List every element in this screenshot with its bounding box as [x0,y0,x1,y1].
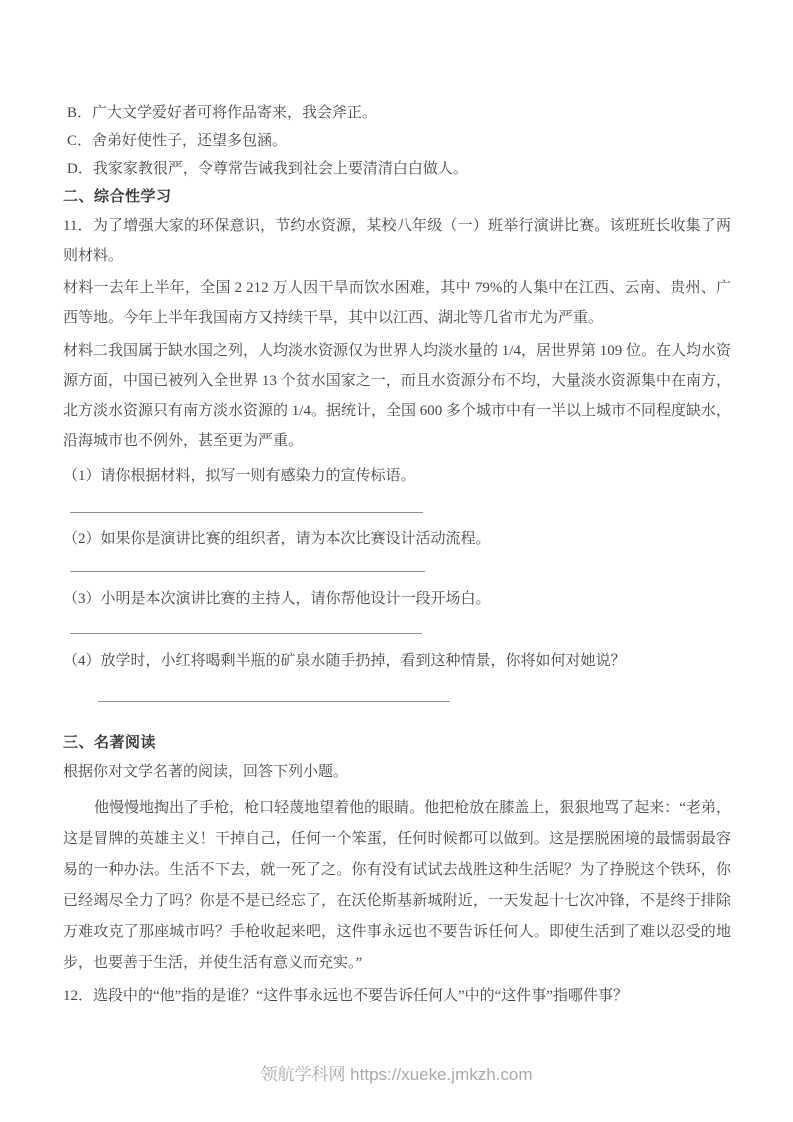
subquestion-1: （1）请你根据材料，拟写一则有感染力的宣传标语。 [63,468,416,484]
choice-option-d: D．我家家教很严，令尊常告诫我到社会上要清清白白做人。 [67,161,468,177]
watermark-text: 领航学科网 https://xueke.jmkzh.com [260,1065,533,1084]
answer-blank-line-1 [70,491,423,513]
subquestion-3: （3）小明是本次演讲比赛的主持人，请你帮他设计一段开场白。 [63,591,491,607]
choice-option-c: C．舍弟好使性子，还望多包涵。 [67,133,288,149]
question-11-intro: 11．为了增强大家的环保意识，节约水资源，某校八年级（一）班举行演讲比赛。该班班长收集了两则材料。 [63,218,731,264]
section-3-intro: 根据你对文学名著的阅读，回答下列小题。 [63,764,349,780]
answer-blank-line-4 [98,676,450,702]
choice-option-b: B．广大文学爱好者可将作品寄来，我会斧正。 [67,105,378,121]
question-12: 12．选段中的“他”指的是谁？“这件事永远也不要告诉任何人”中的“这件事”指哪件事？ [63,988,628,1004]
novel-excerpt-passage: 他慢慢地掏出了手枪，枪口轻蔑地望着他的眼睛。他把枪放在膝盖上，狠狠地骂了起来：“老弟，这是冒牌的英雄主义！干掉自己，任何一个笨蛋，任何时候都可以做到。这是摆脱困境的最懦弱最容易的一种办法。生活不下去，就一死了之。你有没有试试去战胜这种生活呢？为了挣脱这个铁环，你已经竭尽全力了吗？你是不是已经忘了，在沃伦斯基新城附近，一天发起十七次冲锋，不是终于排除万难攻克了那座城市吗？手枪收起来吧，这件事永远也不要告诉任何人。即使生活到了难以忍受的地步，也要善于生活，并使生活有意义而充实。” [63,800,731,971]
material-1-paragraph: 材料一去年上半年，全国 2 212 万人因干旱而饮水困难，其中 79%的人集中在江西、云南、贵州、广西等地。今年上半年我国南方又持续干旱，其中以江西、湖北等几省市尤为严重。 [63,280,731,326]
material-2-paragraph: 材料二我国属于缺水国之列，人均淡水资源仅为世界人均淡水量的 1/4，居世界第 109 位。在人均水资源方面，中国已被列入全世界 13 个贫水国家之一，而且水资源分布不均，大量淡水资源集中在南方，北方淡水资源只有南方淡水资源的 1/4。据统计，全国 600 多个城市中有一半以上城市不同程度缺水，沿海城市也不例外，甚至更为严重。 [63,343,731,449]
section-3-heading: 三、名著阅读 [63,734,157,751]
answer-blank-line-2 [70,554,425,572]
answer-blank-line-3 [70,614,422,634]
watermark-footer [0,1060,793,1090]
subquestion-2: （2）如果你是演讲比赛的组织者，请为本次比赛设计活动流程。 [63,531,491,547]
section-2-heading: 二、综合性学习 [63,188,172,205]
subquestion-4: （4）放学时，小红将喝剩半瓶的矿泉水随手扔掉，看到这种情景，你将如何对她说？ [63,653,626,669]
